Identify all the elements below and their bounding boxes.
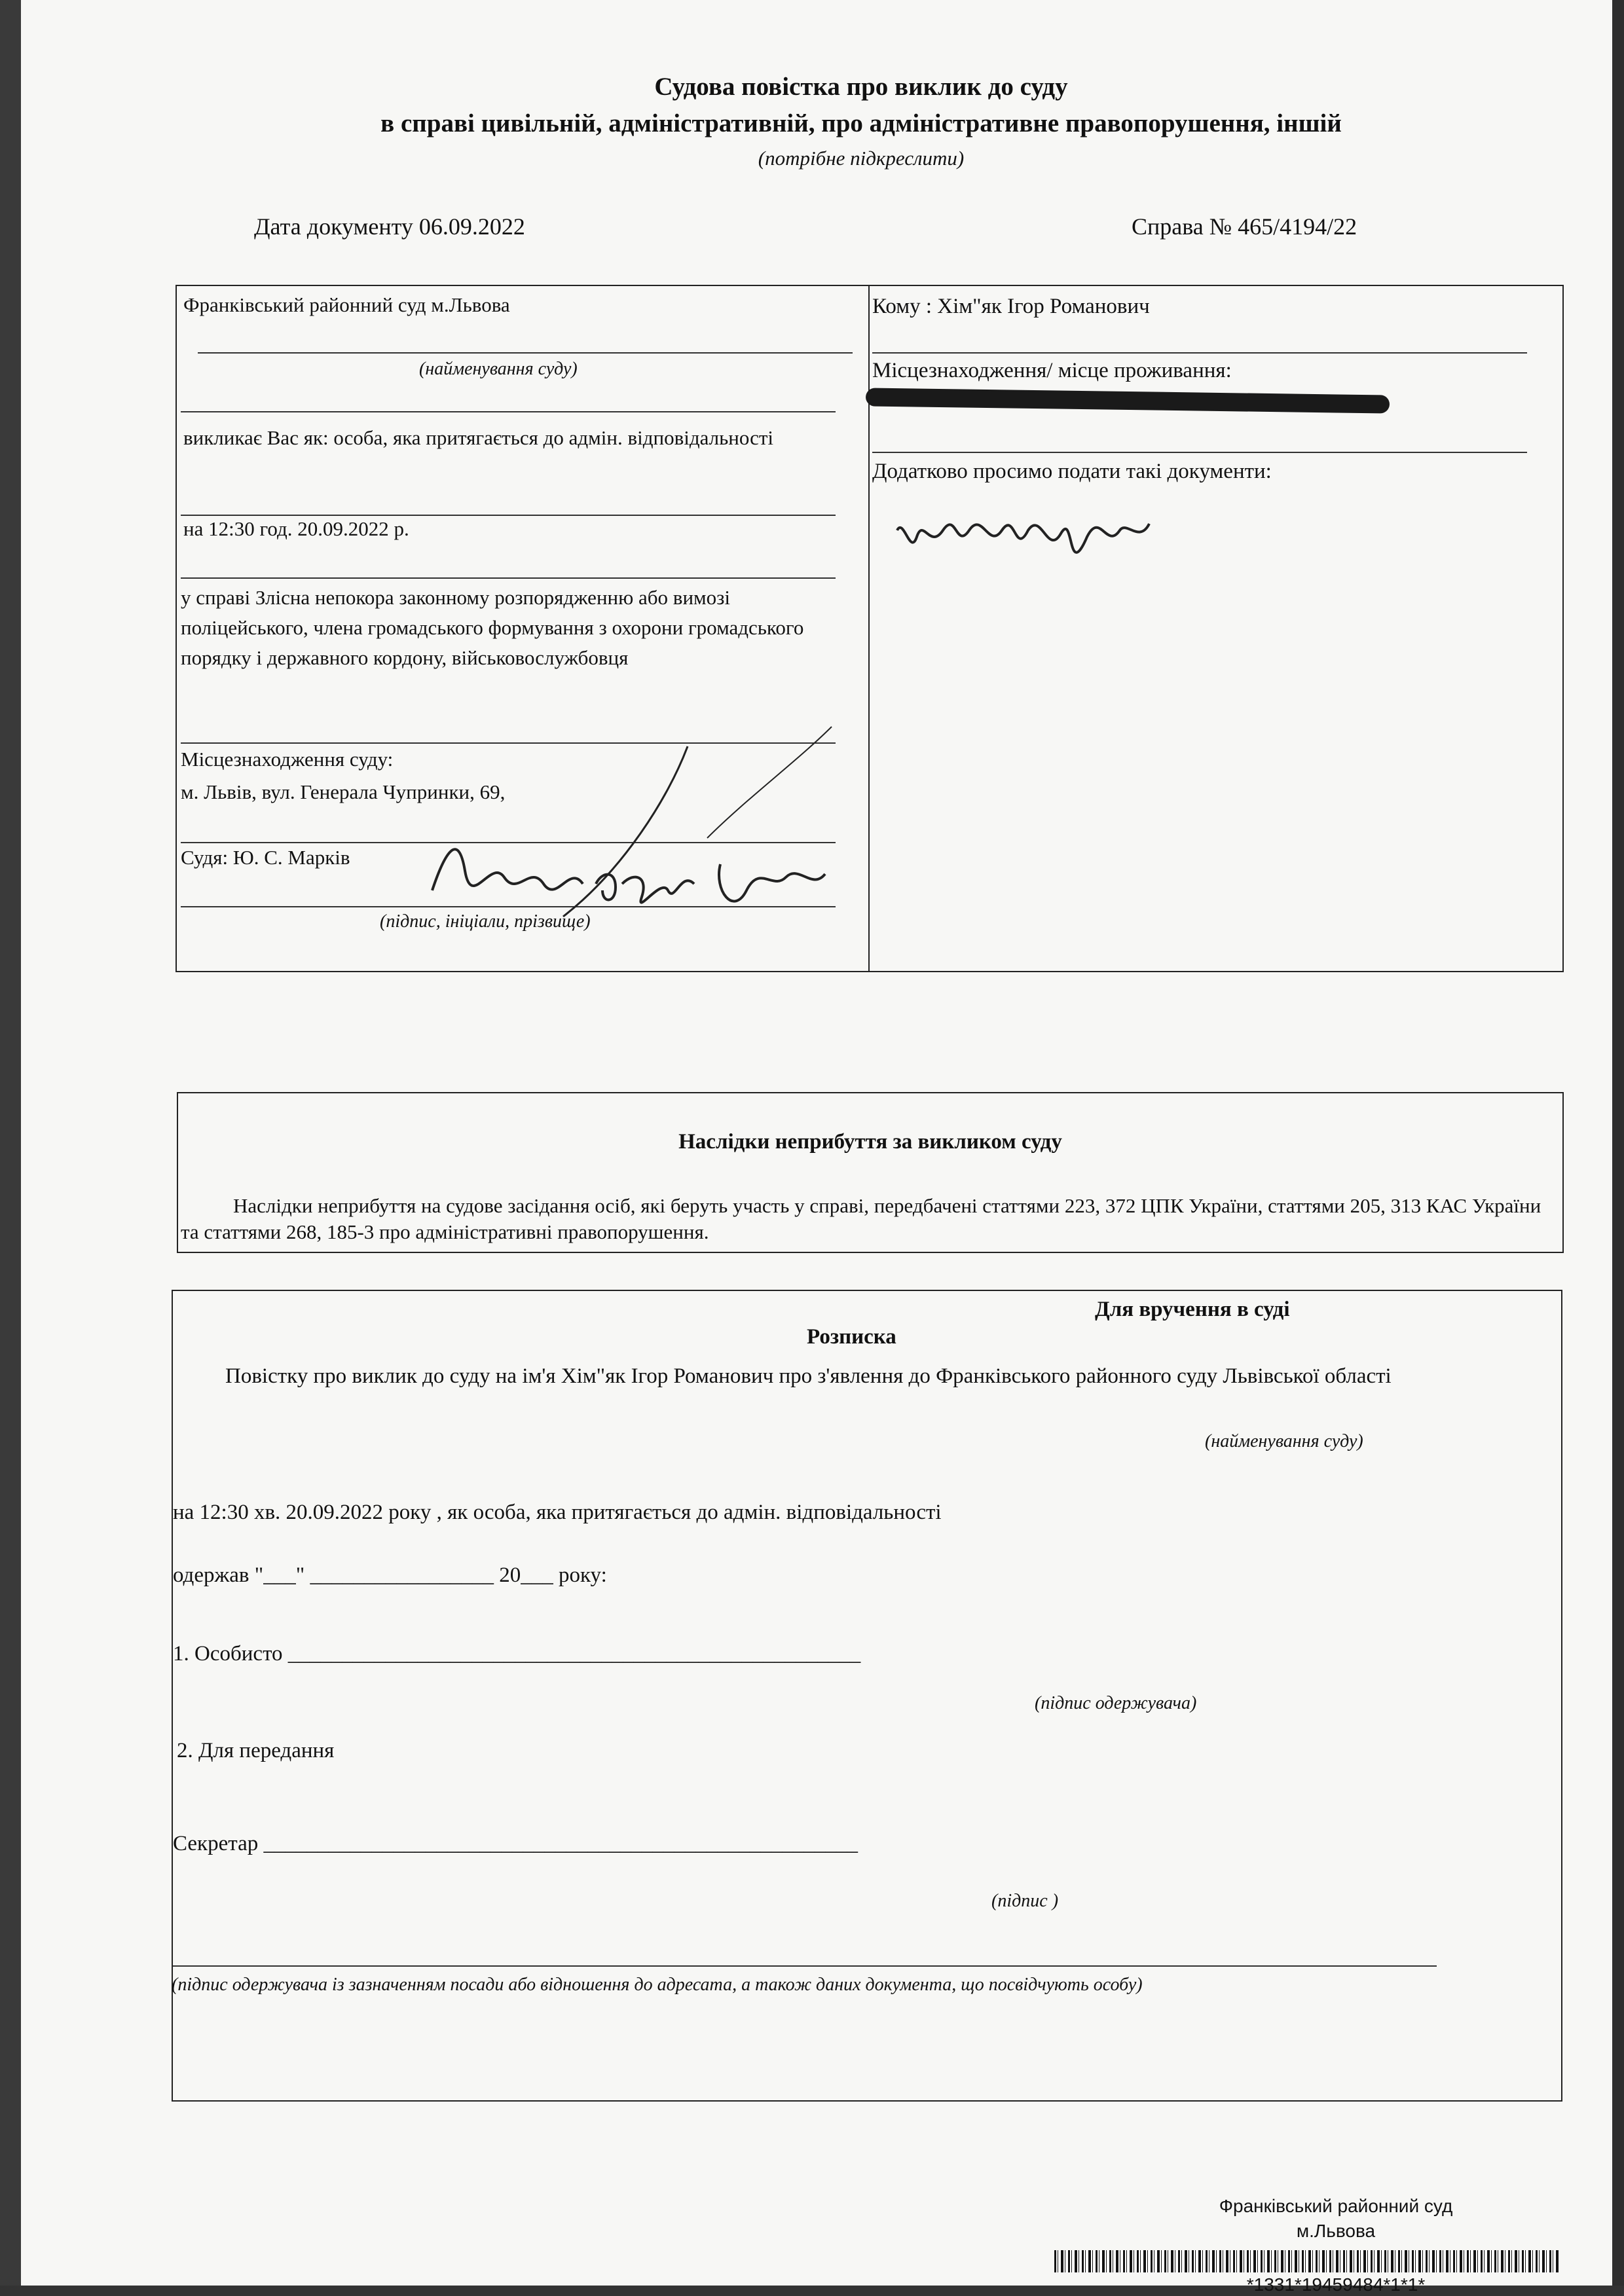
court-underline bbox=[198, 352, 853, 354]
court-address: м. Львів, вул. Генерала Чупринки, 69, bbox=[181, 780, 506, 803]
document-date: Дата документу 06.09.2022 bbox=[254, 213, 525, 240]
secretary-signature-caption: (підпис ) bbox=[991, 1891, 1059, 1911]
recipient-underline bbox=[872, 352, 1527, 354]
title-hint: (потрібне підкреслити) bbox=[758, 147, 965, 170]
barcode bbox=[1054, 2250, 1559, 2272]
judge-name: Судя: Ю. С. Марків bbox=[181, 846, 350, 869]
recipient-signature-caption: (підпис одержувача) bbox=[1035, 1693, 1197, 1713]
received-line: одержав "___" _________________ 20___ року: bbox=[173, 1563, 607, 1587]
receipt-footer-caption: (підпис одержувача із зазначенням посади або відношення до адресата, а також даних документа, що посвідчують особу) bbox=[172, 1975, 1143, 1995]
recipient-name: Кому : Хім"як Ігор Романович bbox=[872, 295, 1150, 318]
court-location-label: Місцезнаходження суду: bbox=[181, 748, 394, 771]
handwritten-note-icon bbox=[891, 484, 1153, 589]
document-title-line1: Судова повістка про виклик до суду bbox=[654, 73, 1068, 101]
transfer-line: 2. Для передання bbox=[177, 1739, 335, 1762]
residence-label: Місцезнаходження/ місце проживання: bbox=[872, 359, 1232, 382]
table-divider bbox=[868, 285, 870, 972]
consequences-heading: Наслідки неприбуття за викликом суду bbox=[678, 1130, 1062, 1154]
secretary-line: Секретар _______________________________________________________ bbox=[173, 1832, 858, 1855]
case-subject: у справі Злісна непокора законному розпорядженню або вимозі поліцейського, члена громадського формування з охорони громадського порядку і державного кордону, військовослужбовця bbox=[181, 586, 804, 669]
judge-signature-icon bbox=[406, 720, 851, 936]
barcode-text: *1331*19459484*1*1* bbox=[1246, 2274, 1426, 2295]
receipt-body: Повістку про виклик до суду на ім'я Хім"як Ігор Романович про з'явлення до Франківського районного суду Львівської області bbox=[225, 1364, 1392, 1388]
receipt-bottom-line bbox=[173, 1965, 1437, 1967]
separator-2 bbox=[181, 515, 836, 516]
consequences-text: Наслідки неприбуття на судове засідання осіб, які беруть участь у справі, передбачені статтями 223, 372 ЦПК України, статтями 205, 313 КАС України та статтями 268, 185-3 про адміністративні правопорушення. bbox=[181, 1194, 1541, 1243]
separator-1 bbox=[181, 411, 836, 412]
document-title-line2: в справі цивільній, адміністративній, про адміністративне правопорушення, іншій bbox=[380, 109, 1342, 137]
for-court-label: Для вручення в суді bbox=[1095, 1298, 1290, 1321]
receipt-heading: Розписка bbox=[807, 1325, 896, 1349]
court-caption: (найменування суду) bbox=[419, 359, 578, 379]
case-number: Справа № 465/4194/22 bbox=[1132, 213, 1357, 240]
personally-line: 1. Особисто _____________________________________________________ bbox=[173, 1642, 861, 1666]
documents-label: Додатково просимо подати такі документи: bbox=[872, 460, 1272, 483]
hearing-time: на 12:30 год. 20.09.2022 р. bbox=[183, 517, 409, 540]
receipt-court-caption: (найменування суду) bbox=[1205, 1431, 1363, 1451]
residence-underline bbox=[872, 452, 1527, 453]
stamp-city: м.Львова bbox=[1296, 2221, 1376, 2241]
scan-edge-right bbox=[1612, 0, 1624, 2296]
scan-edge-left bbox=[0, 0, 21, 2296]
court-name: Франківський районний суд м.Львова bbox=[183, 293, 510, 316]
stamp-court-name: Франківський районний суд bbox=[1219, 2196, 1453, 2216]
receipt-time: на 12:30 хв. 20.09.2022 року , як особа, яка притягається до адмін. відповідальності bbox=[173, 1501, 942, 1524]
separator-3 bbox=[181, 577, 836, 579]
signature-caption: (підпис, ініціали, прізвище) bbox=[380, 911, 591, 932]
summons-role: викликає Вас як: особа, яка притягається до адмін. відповідальності bbox=[183, 426, 774, 449]
